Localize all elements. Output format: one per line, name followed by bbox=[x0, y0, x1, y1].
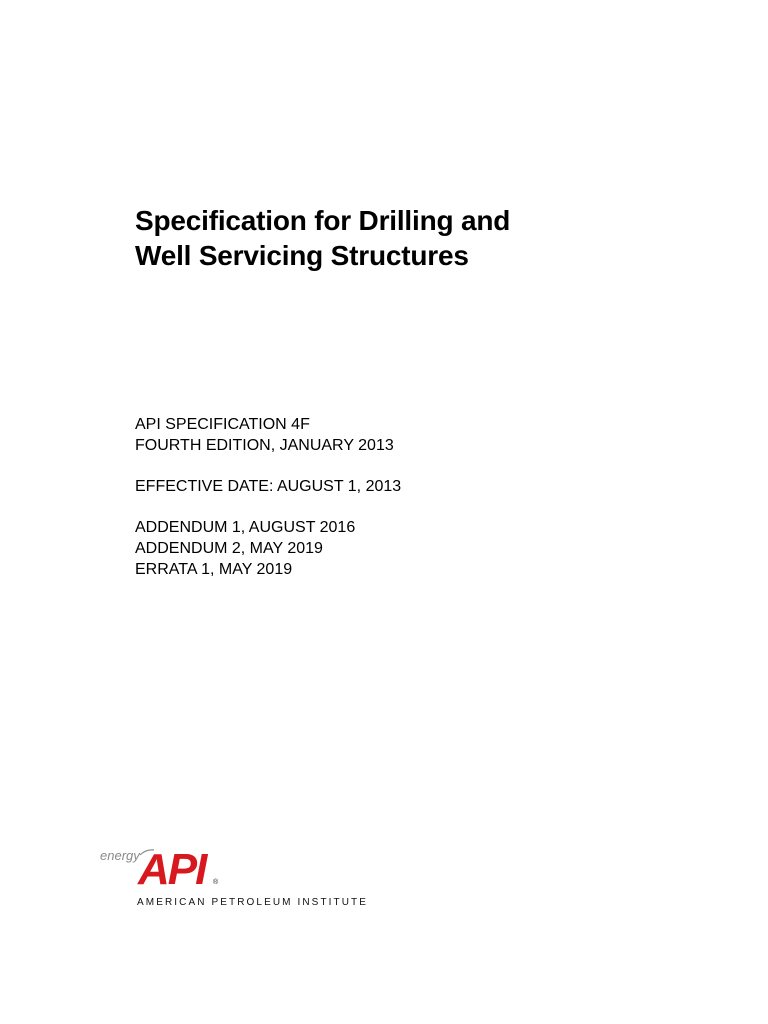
edition: FOURTH EDITION, JANUARY 2013 bbox=[135, 437, 394, 454]
title-line-2: Well Servicing Structures bbox=[135, 240, 469, 271]
logo-mark-text: API bbox=[138, 845, 206, 894]
revision-addendum-2: ADDENDUM 2, MAY 2019 bbox=[135, 540, 323, 557]
title-line-1: Specification for Drilling and bbox=[135, 205, 511, 236]
designation: API SPECIFICATION 4F bbox=[135, 416, 310, 433]
registered-mark: ® bbox=[213, 879, 219, 886]
api-logo bbox=[100, 840, 369, 915]
logo-tagline: energy bbox=[100, 848, 140, 863]
revision-errata-1: ERRATA 1, MAY 2019 bbox=[135, 561, 293, 578]
api-logo-mark bbox=[100, 840, 360, 895]
document-metadata bbox=[135, 414, 401, 580]
document-title bbox=[135, 203, 510, 273]
organization-name: AMERICAN PETROLEUM INSTITUTE bbox=[137, 897, 369, 908]
effective-date: EFFECTIVE DATE: AUGUST 1, 2013 bbox=[135, 478, 402, 495]
revision-addendum-1: ADDENDUM 1, AUGUST 2016 bbox=[135, 519, 356, 536]
api-letters bbox=[137, 845, 208, 894]
